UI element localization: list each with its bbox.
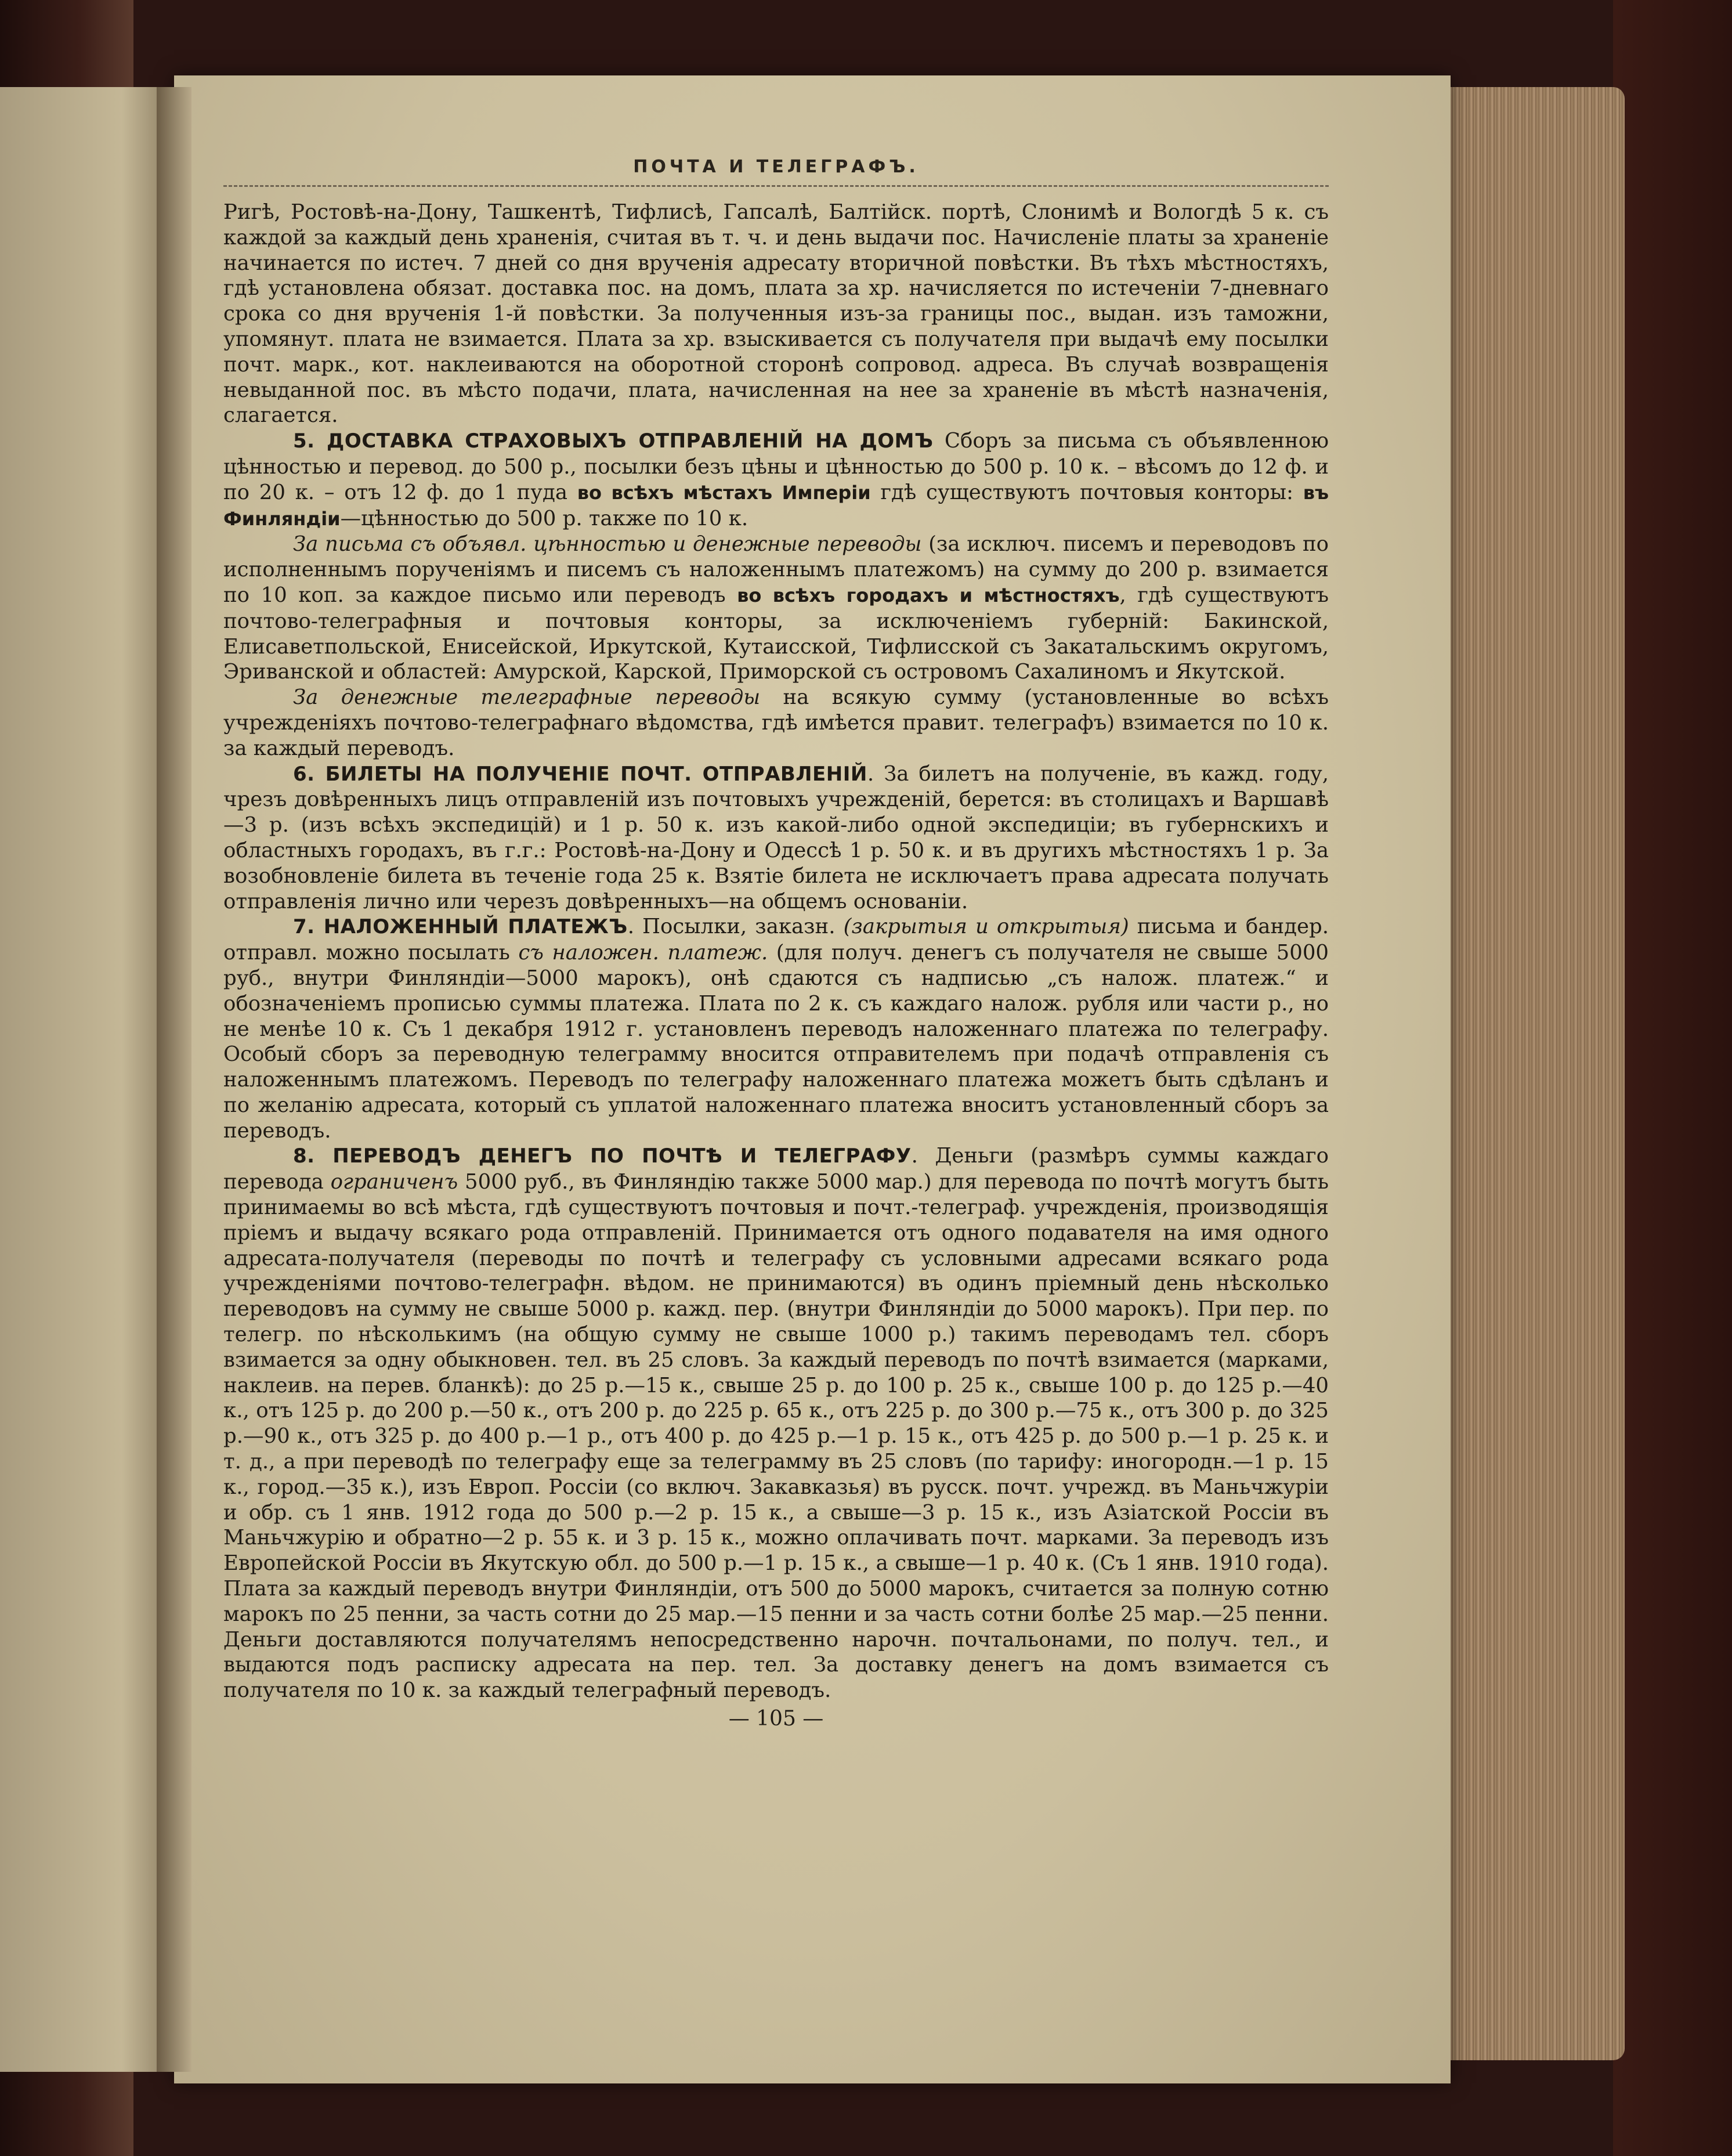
section-7-heading: 7. НАЛОЖЕННЫЙ ПЛАТЕЖЪ (293, 915, 628, 939)
book-gutter (157, 87, 191, 2072)
page-content (223, 157, 1329, 1731)
section-5-text-2: гдѣ существуютъ почтовыя конторы: (870, 480, 1303, 504)
section-6-heading: 6. БИЛЕТЫ НА ПОЛУЧЕНІЕ ПОЧТ. ОТПРАВЛЕНІЙ (293, 762, 867, 786)
body-text (223, 200, 1329, 1703)
section-5-bold-2: въ Финляндіи (223, 481, 1329, 530)
section-8-text-1: . Деньги (размѣръ суммы каждаго перевода (223, 1144, 1329, 1194)
section-8-italic-1: ограниченъ (330, 1170, 458, 1194)
section-7-italic-2: съ наложен. платеж. (518, 941, 768, 965)
section-5-italic-2: За денежные телеграфные переводы (293, 685, 761, 710)
section-7-paragraph (223, 914, 1329, 1143)
section-7-text-1: . Посылки, заказн. (627, 915, 844, 939)
header-rule (223, 185, 1329, 187)
section-7-text-3: (для получ. денегъ съ получателя не свыше 5000 руб., внутри Финляндіи—5000 марокъ), онѣ сдаются съ надписью „съ налож. платеж.“ и обозначеніемъ прописью суммы платежа. Плата по 2 к. съ каждаго налож. рубля или части р., но не менѣе 10 к. Съ 1 декабря 1912 г. установленъ переводъ наложеннаго платежа по телеграфу. Особый сборъ за переводную телеграмму вносится отправителемъ при подачѣ отправленія съ наложеннымъ платежомъ. Переводъ по телеграфу наложеннаго платежа можетъ быть сдѣланъ и по желанію адресата, который съ уплатой наложеннаго платежа вноситъ установленный сборъ за переводъ. (223, 941, 1329, 1143)
section-5-text-3: —цѣнностью до 500 р. также по 10 к. (340, 506, 749, 530)
section-8-text-2: 5000 руб., въ Финляндію также 5000 мар.) для перевода по почтѣ могутъ быть принимаемы во всѣ мѣста, гдѣ существуютъ почтовыя и почт.-телеграф. учрежденія, производящія пріемъ и выдачу всякаго рода отправленій. Принимается отъ одного подавателя на имя одного адресата-получателя (переводы по почтѣ и телеграфу съ условными адресами всякаго рода учрежденіями почтово-телеграфн. вѣдом. не принимаются) въ одинъ пріемный день нѣсколько переводовъ на сумму не свыше 5000 р. кажд. пер. (внутри Финляндіи до 5000 марокъ). При пер. по телегр. по нѣсколькимъ (на общую сумму не свыше 1000 р.) такимъ переводамъ тел. сборъ взимается за одну обыкновен. тел. въ 25 словъ. За каждый переводъ по почтѣ взимается (марками, наклеив. на перев. бланкѣ): до 25 р.—15 к., свыше 25 р. до 100 р. 25 к., свыше 100 р. до 125 р.—40 к., отъ 125 р. до 200 р.—50 к., отъ 200 р. до 225 р. 65 к., отъ 225 р. до 300 р.—75 к., отъ 300 р. до 325 р.—90 к., отъ 325 р. до 400 р.—1 р., отъ 400 р. до 425 р.—1 р. 15 к., отъ 425 р. до 500 р.—1 р. 25 к. и т. д., а при переводѣ по телеграфу еще за телеграмму въ 25 словъ (по тарифу: иногородн.—1 р. 15 к., город.—35 к.), изъ Европ. Россіи (со включ. Закавказья) въ русск. почт. учрежд. въ Маньчжуріи и обр. съ 1 янв. 1912 года до 500 р.—2 р. 15 к., а свыше—3 р. 15 к., изъ Азіатской Россіи въ Маньчжурію и обратно—2 р. 55 к. и 3 р. 15 к., можно оплачивать почт. марками. За переводъ изъ Европейской Россіи въ Якутскую обл. до 500 р.—1 р. 15 к., а свыше—1 р. 40 к. (Съ 1 янв. 1910 года). Плата за каждый переводъ внутри Финляндіи, отъ 500 до 5000 марокъ, считается за полную сотню марокъ по 25 пенни, за часть сотни до 25 мар.—15 пенни и за часть сотни болѣе 25 мар.—25 пенни. Деньги доставляются получателямъ непосредственно нарочн. почтальонами, по получ. тел., и выдаются подъ расписку адресата на пер. тел. За доставку денегъ на домъ взимается съ получателя по 10 к. за каждый телеграфный переводъ. (223, 1170, 1329, 1703)
section-7-italic-1: (закрытыя и открытыя) (843, 915, 1129, 939)
section-6-paragraph (223, 761, 1329, 915)
page-number: — 105 — (728, 1707, 824, 1731)
section-5-text-6: на всякую сумму (установленные во всѣхъ учрежденіяхъ почтово-телеграфнаго вѣдомства, гдѣ имѣется правит. телеграфъ) взимается по 10 к. за каждый переводъ. (223, 685, 1329, 760)
paragraph-storage: Ригѣ, Ростовѣ-на-Дону, Ташкентѣ, Тифлисѣ, Гапсалѣ, Балтійск. портѣ, Слонимѣ и Вологдѣ 5 к. съ каждой за каждый день храненія, считая въ т. ч. и день выдачи пос. Начисленіе платы за храненіе начинается по истеч. 7 дней со дня врученія адресату вторичной повѣстки. Въ тѣхъ мѣстностяхъ, гдѣ установлена обязат. доставка пос. на домъ, плата за хр. начисляется по истеченіи 7-дневнаго срока со дня врученія 1-й повѣстки. За полученныя изъ-за границы пос., выдан. изъ таможни, упомянут. плата не взимается. Плата за хр. взыскивается съ получателя при выдачѣ ему посылки почт. марк., кот. наклеиваются на оборотной сторонѣ сопровод. адреса. Въ случаѣ возвращенія невыданной пос. въ мѣсто подачи, плата, начисленная на нее за храненіе въ мѣстѣ назначенія, слагается. (223, 200, 1329, 428)
section-5-text-4: (за исключ. писемъ и переводовъ по исполненнымъ порученіямъ и писемъ съ наложеннымъ платежомъ) на сумму до 200 р. взимается по 10 коп. за каждое письмо или переводъ (223, 532, 1329, 607)
section-5-paragraph (223, 428, 1329, 532)
section-8-paragraph (223, 1143, 1329, 1703)
running-header: ПОЧТА И ТЕЛЕГРАФЪ. (633, 157, 919, 177)
section-6-text: . За билетъ на полученіе, въ кажд. году, чрезъ довѣренныхъ лицъ отправленій изъ почтовыхъ учрежденій, берется: въ столицахъ и Варшавѣ—3 р. (изъ всѣхъ экспедицій) и 1 р. 50 к. изъ какой-либо одной экспедиціи; въ губернскихъ и областныхъ городахъ, въ г.г.: Ростовѣ-на-Дону и Одессѣ 1 р. 50 к. и въ другихъ мѣстностяхъ 1 р. За возобновленіе билета въ теченіе года 25 к. Взятіе билета не исключаетъ права адресата получать отправленія лично или черезъ довѣренныхъ—на общемъ основаніи. (223, 761, 1329, 913)
section-5-bold-3: во всѣхъ городахъ и мѣстностяхъ (737, 584, 1120, 606)
section-5-bold-1: во всѣхъ мѣстахъ Имперіи (577, 481, 871, 504)
page-stack-edges (1439, 87, 1625, 2060)
section-5-text-1: Сборъ за письма съ объявленною цѣнностью и перевод. до 500 р., посылки безъ цѣны и цѣнностью до 500 р. 10 к. – вѣсомъ до 12 ф. и по 20 к. – отъ 12 ф. до 1 пуда (223, 429, 1329, 504)
section-5-paragraph-2 (223, 532, 1329, 685)
book-cover-right (1613, 0, 1732, 2156)
left-page-edge (0, 87, 174, 2072)
section-8-heading: 8. ПЕРЕВОДЪ ДЕНЕГЪ ПО ПОЧТѢ И ТЕЛЕГРАФУ (293, 1144, 912, 1168)
section-5-text-5: , гдѣ существуютъ почтово-телеграфныя и почтовыя конторы, за исключеніемъ губерній: Бакинской, Елисаветпольской, Енисейской, Иркутской, Кутаисской, Тифлисской съ Закатальскимъ округомъ, Эриванской и областей: Амурской, Карской, Приморской съ островомъ Сахалиномъ и Якутской. (223, 583, 1329, 684)
section-5-paragraph-3 (223, 685, 1329, 761)
section-5-heading: 5. ДОСТАВКА СТРАХОВЫХЪ ОТПРАВЛЕНІЙ НА ДОМЪ (293, 429, 934, 453)
section-5-italic-1: За письма съ объявл. цѣнностью и денежные переводы (293, 532, 922, 557)
section-7-text-2: письма и бандер. отправл. можно посылать (223, 915, 1329, 965)
